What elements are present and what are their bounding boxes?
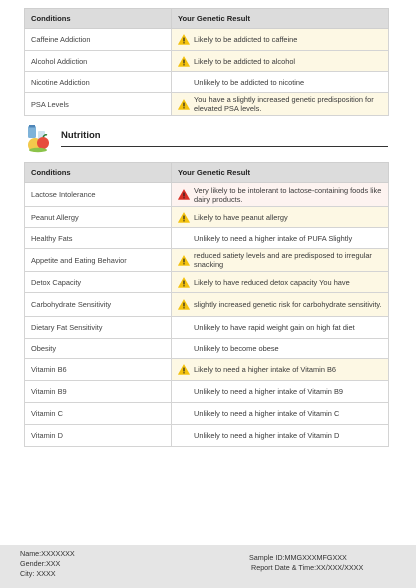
patient-gender: Gender:XXX — [20, 559, 61, 568]
result-text: Likely to be addicted to caffeine — [194, 35, 298, 44]
icon-placeholder — [178, 407, 194, 421]
condition-cell: Alcohol Addiction — [25, 51, 172, 72]
condition-cell: Vitamin B9 — [25, 381, 172, 403]
result-text: Unlikely to become obese — [194, 344, 279, 353]
condition-cell: Appetite and Eating Behavior — [25, 249, 172, 272]
result-cell — [172, 249, 389, 272]
condition-cell: Vitamin D — [25, 425, 172, 447]
result-text: Likely to need a higher intake of Vitamin B6 — [194, 365, 337, 374]
result-cell — [172, 51, 389, 72]
table-row — [25, 51, 389, 72]
table-row — [25, 425, 389, 447]
warning-icon — [178, 253, 194, 267]
condition-cell: Vitamin C — [25, 403, 172, 425]
condition-cell: Vitamin B6 — [25, 359, 172, 381]
result-text: Unlikely to need a higher intake of Vitamin C — [194, 409, 340, 418]
warning-icon — [178, 363, 194, 377]
table-row — [25, 317, 389, 339]
patient-city: City: XXXX — [20, 569, 56, 578]
table-header-row — [25, 9, 389, 29]
conditions-header: Conditions — [25, 163, 172, 183]
result-cell — [172, 381, 389, 403]
condition-cell: Detox Capacity — [25, 272, 172, 293]
warning-icon — [178, 275, 194, 289]
result-cell — [172, 93, 389, 116]
condition-cell: Carbohydrate Sensitivity — [25, 293, 172, 317]
result-cell — [172, 425, 389, 447]
report-footer — [0, 545, 416, 588]
icon-placeholder — [178, 321, 194, 335]
table-row — [25, 183, 389, 207]
warning-icon — [178, 298, 194, 312]
sample-id: Sample ID:MMGXXXMFGXXX — [249, 553, 347, 562]
result-cell — [172, 339, 389, 359]
icon-placeholder — [178, 385, 194, 399]
patient-name: Name:XXXXXXX — [20, 549, 75, 558]
sample-info — [249, 553, 363, 573]
table-row — [25, 339, 389, 359]
section-title: Nutrition — [61, 130, 101, 141]
icon-placeholder — [178, 75, 194, 89]
result-text: Likely to have peanut allergy — [194, 212, 288, 222]
genetic-results-table-2 — [24, 162, 389, 447]
result-text: You have a slightly increased genetic predisposition for elevated PSA levels. — [194, 95, 374, 113]
table-header-row — [25, 163, 389, 183]
genetic-results-table-1 — [24, 8, 389, 116]
table-row — [25, 249, 389, 272]
result-text: Likely to have reduced detox capacity You have — [194, 277, 350, 287]
section-divider — [61, 146, 388, 147]
warning-red-icon — [178, 188, 194, 202]
result-text: Likely to be addicted to alcohol — [194, 56, 296, 66]
result-header: Your Genetic Result — [172, 163, 389, 183]
nutrition-section-header — [24, 124, 388, 150]
warning-icon — [178, 54, 194, 68]
condition-cell: Caffeine Addiction — [25, 29, 172, 51]
result-cell — [172, 183, 389, 207]
result-cell — [172, 228, 389, 249]
result-text: Unlikely to be addicted to nicotine — [194, 77, 305, 87]
result-cell — [172, 359, 389, 381]
icon-placeholder — [178, 231, 194, 245]
report-date: Report Date & Time:XX/XXX/XXXX — [251, 563, 364, 572]
table-row — [25, 381, 389, 403]
table-row — [25, 29, 389, 51]
result-text: Unlikely to need a higher intake of Vitamin D — [194, 431, 340, 440]
table-row — [25, 72, 389, 93]
result-cell — [172, 272, 389, 293]
condition-cell: Lactose Intolerance — [25, 183, 172, 207]
result-header: Your Genetic Result — [172, 9, 389, 29]
result-cell — [172, 72, 389, 93]
table-row — [25, 207, 389, 228]
table-row — [25, 93, 389, 116]
result-cell — [172, 317, 389, 339]
condition-cell: Nicotine Addiction — [25, 72, 172, 93]
icon-placeholder — [178, 342, 194, 356]
warning-icon — [178, 97, 194, 111]
condition-cell: Dietary Fat Sensitivity — [25, 317, 172, 339]
result-cell — [172, 403, 389, 425]
result-cell — [172, 293, 389, 317]
result-text: Unlikely to have rapid weight gain on high fat diet — [194, 323, 355, 332]
result-cell — [172, 29, 389, 51]
table-row — [25, 403, 389, 425]
result-text: Unlikely to need a higher intake of PUFA Slightly — [194, 233, 353, 243]
result-text: Unlikely to need a higher intake of Vitamin B9 — [194, 387, 343, 396]
nutrition-illustration-icon — [24, 124, 54, 154]
table-row — [25, 272, 389, 293]
warning-icon — [178, 210, 194, 224]
condition-cell: Peanut Allergy — [25, 207, 172, 228]
warning-icon — [178, 33, 194, 47]
table-row — [25, 293, 389, 317]
conditions-header: Conditions — [25, 9, 172, 29]
icon-placeholder — [178, 429, 194, 443]
patient-info — [20, 549, 75, 579]
result-text: reduced satiety levels and are predisposed to irregular snacking — [194, 251, 372, 269]
table-row — [25, 228, 389, 249]
result-text: slightly increased genetic risk for carbohydrate sensitivity. — [194, 300, 382, 309]
result-cell — [172, 207, 389, 228]
condition-cell: Healthy Fats — [25, 228, 172, 249]
table-row — [25, 359, 389, 381]
result-text: Very likely to be intolerant to lactose-containing foods like dairy products. — [194, 185, 382, 204]
condition-cell: Obesity — [25, 339, 172, 359]
condition-cell: PSA Levels — [25, 93, 172, 116]
